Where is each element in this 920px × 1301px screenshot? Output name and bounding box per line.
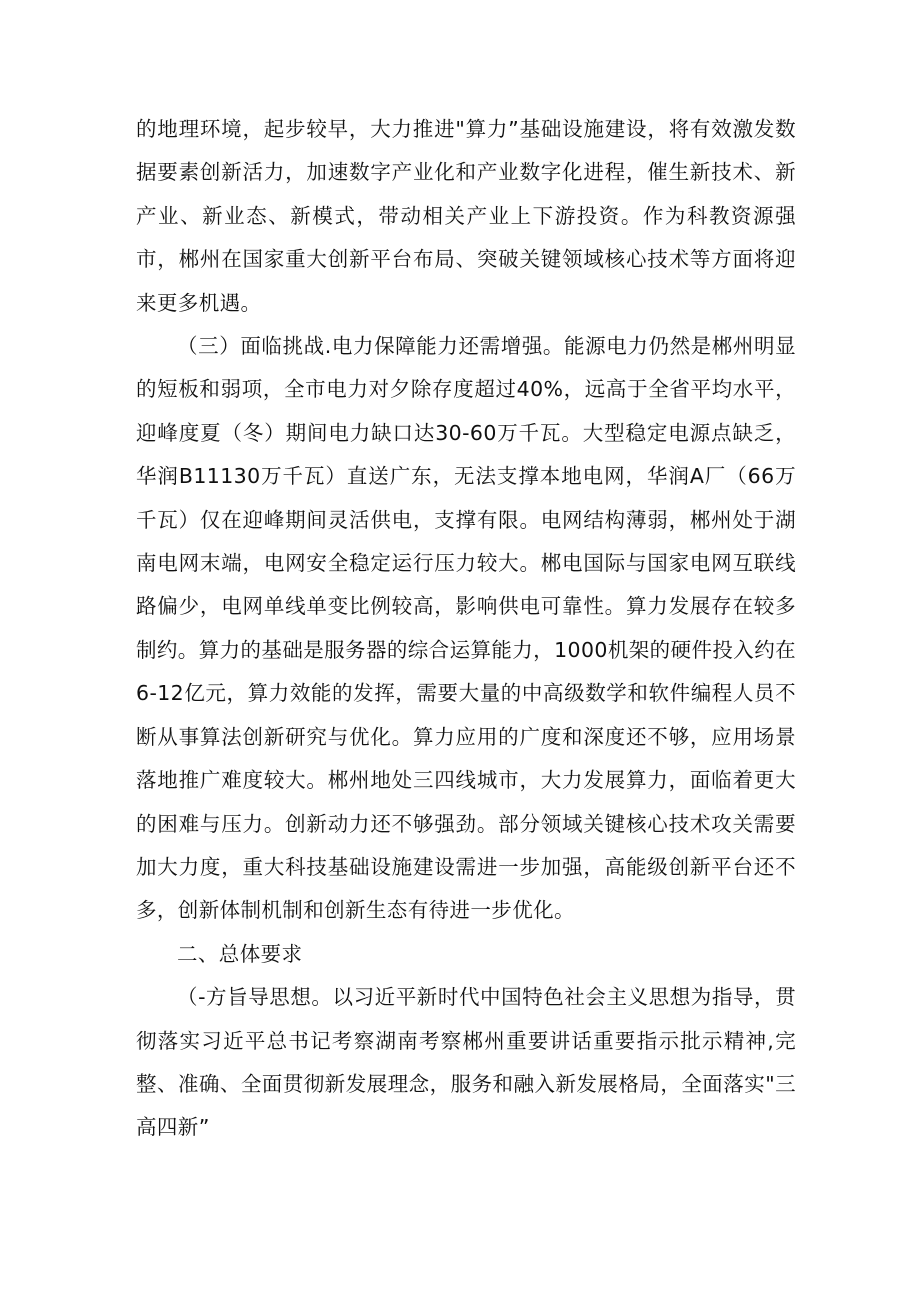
- paragraph-guiding-ideology: （-方旨导思想。以习近平新时代中国特色社会主义思想为指导，贯彻落实习近平总书记考察湖南考察郴州重要讲话重要指示批示精神,完整、准确、全面贯彻新发展理念，服务和融入新发展格局，全面落实"三高四新”: [136, 985, 796, 1140]
- section-heading-overall-requirements: 二、总体要求: [177, 941, 303, 966]
- paragraph-challenges: （三）面临挑战.电力保障能力还需增强。能源电力仍然是郴州明显的短板和弱项，全市电力对夕除存度超过40%，远高于全省平均水平，迎峰度夏（冬）期间电力缺口达30-60万千瓦。大型稳定电源点缺乏，华润B11130万千瓦）直送广东，无法支撑本地电网，华润A厂（66万千瓦）仅在迎峰期间灵活供电，支撑有限。电网结构薄弱，郴州处于湖南电网末端，电网安全稳定运行压力较大。郴电国际与国家电网互联线路偏少，电网单线单变比例较高，影响供电可靠性。算力发展存在较多制约。算力的基础是服务器的综合运算能力，1000机架的硬件投入约在6-12亿元，算力效能的发挥，需要大量的中高级数学和软件编程人员不断从事算法创新研究与优化。算力应用的广度和深度还不够，应用场景落地推广难度较大。郴州地处三四线城市，大力发展算力，面临着更大的困难与压力。创新动力还不够强劲。部分领域关键核心技术攻关需要加大力度，重大科技基础设施建设需进一步加强，高能级创新平台还不多，创新体制机制和创新生态有待进一步优化。: [136, 334, 796, 923]
- paragraph-opportunities-continued: 的地理环境，起步较早，大力推进"算力”基础设施建设，将有效激发数据要素创新活力，加速数字产业化和产业数字化进程，催生新技术、新产业、新业态、新模式，带动相关产业上下游投资。作为科教资源强市，郴州在国家重大创新平台布局、突破关键领域核心技术等方面将迎来更多机遇。: [136, 117, 796, 315]
- document-body: [136, 108, 796, 1150]
